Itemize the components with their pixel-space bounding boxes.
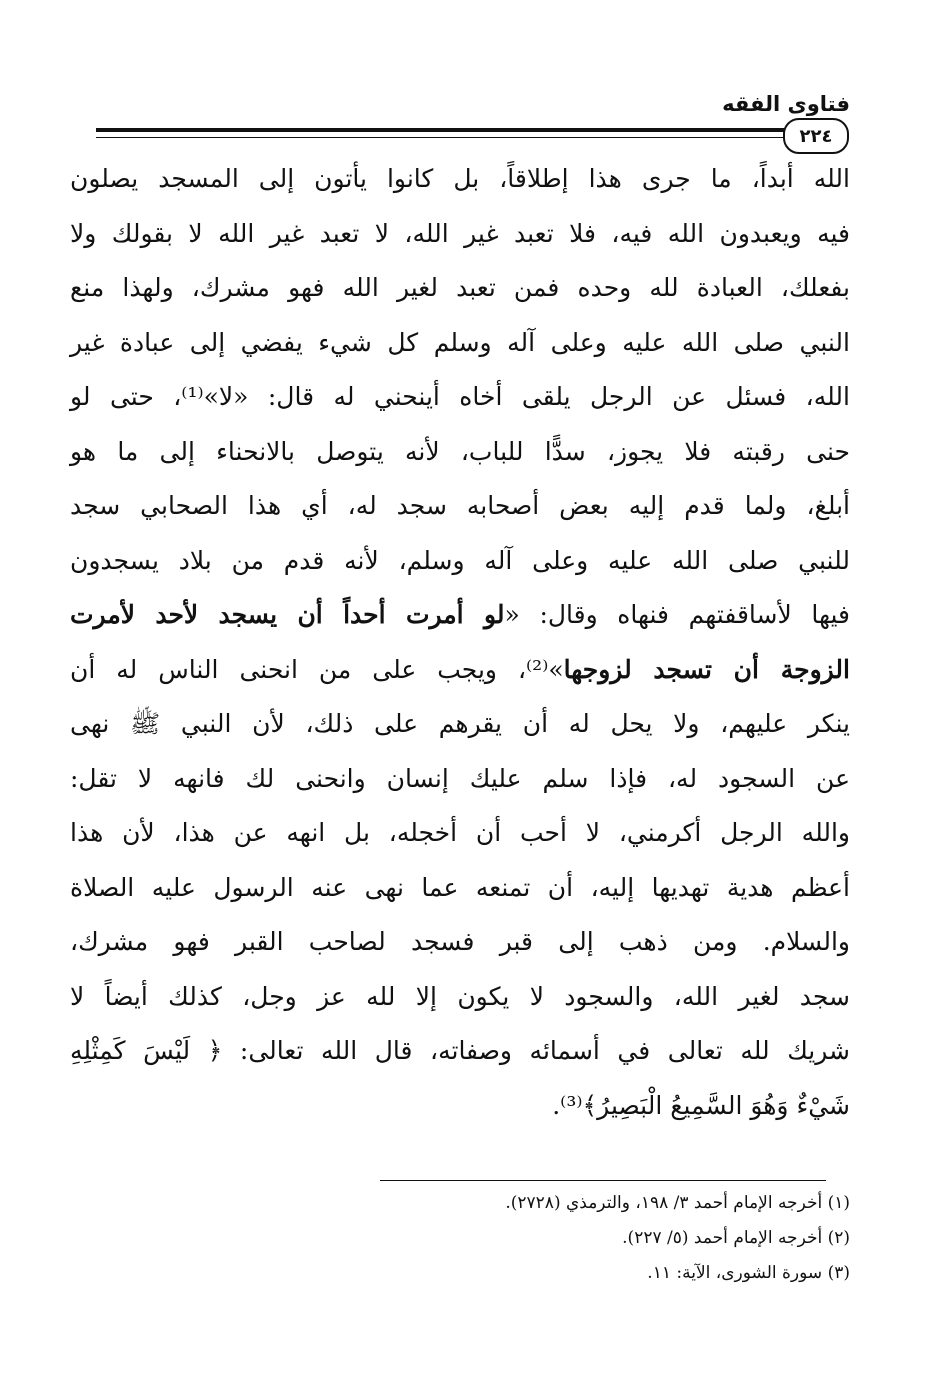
text-line: أعظم هدية تهديها إليه، أن تمنعه عما نهى عنه الرسول عليه الصلاة	[70, 872, 850, 902]
quran-verse-line: شريك لله تعالى في أسمائه وصفاته، قال الله تعالى: ﴿ لَيْسَ كَمِثْلِهِ	[70, 1036, 850, 1065]
text-line: الله، فسئل عن الرجل يلقى أخاه أينحني له قال: «لا»⁽¹⁾، حتى لو	[70, 382, 850, 411]
text-line: عن السجود له، فإذا سلم عليك إنسان وانحنى لك فانهه لا تقل:	[70, 763, 850, 793]
text-line: بفعلك، العبادة لله وحده فمن تعبد لغير الله فهو مشرك، ولهذا منع	[70, 273, 850, 302]
footnote: (٢) أخرجه الإمام أحمد (٥/ ٢٢٧).	[622, 1228, 850, 1248]
text-line: فيه ويعبدون الله فيه، فلا تعبد غير الله، لا تعبد غير الله لا بقولك ولا	[70, 218, 850, 248]
text-line: والسلام. ومن ذهب إلى قبر فسجد لصاحب القبر فهو مشرك،	[70, 927, 850, 956]
text-line	[70, 643, 850, 698]
page-number-badge: ٢٢٤	[783, 118, 849, 154]
text-line: والله الرجل أكرمني، لا أحب أن أخجله، بل انهه عن هذا، لأن هذا	[70, 818, 850, 847]
footnote-separator	[380, 1180, 826, 1181]
header-rule-thick	[96, 128, 804, 132]
running-header-title: فتاوى الفقه	[722, 92, 850, 116]
text-line	[70, 588, 850, 643]
hadith-bold-text: لو أمرت أحداً أن يسجد لأحد لأمرت	[70, 600, 505, 629]
quran-verse-line: شَيْءٌ وَهُوَ السَّمِيعُ الْبَصِيرُ﴾⁽³⁾.	[552, 1090, 850, 1120]
main-text	[70, 152, 850, 1133]
text-line: ينكر عليهم، ولا يحل له أن يقرهم على ذلك، لأن النبي ﷺ نهى	[70, 709, 850, 738]
text-line: الله أبداً، ما جرى هذا إطلاقاً، بل كانوا يأتون إلى المسجد يصلون	[70, 164, 850, 193]
footnote: (١) أخرجه الإمام أحمد ٣/ ١٩٨، والترمذي (٢٧٢٨).	[505, 1193, 850, 1213]
footnote: (٣) سورة الشورى، الآية: ١١.	[647, 1263, 850, 1283]
text-line: حنى رقبته فلا يجوز، سدًّا للباب، لأنه يتوصل بالانحناء إلى ما هو	[70, 436, 850, 466]
text-span: فيها لأساقفتهم فنهاه وقال: «	[504, 600, 850, 629]
footnotes	[250, 1186, 850, 1291]
hadith-bold-text: الزوجة أن تسجد لزوجها	[563, 654, 850, 684]
text-line: للنبي صلى الله عليه وعلى آله وسلم، لأنه قدم من بلاد يسجدون	[70, 545, 850, 575]
header-rule-thin	[96, 137, 804, 138]
text-line: النبي صلى الله عليه وعلى آله وسلم كل شيء يفضي إلى عبادة غير	[70, 327, 850, 357]
text-span: »⁽²⁾، ويجب على من انحنى الناس له أن	[70, 654, 564, 684]
text-line: سجد لغير الله، والسجود لا يكون إلا لله عز وجل، كذلك أيضاً لا	[70, 981, 850, 1011]
text-line: أبلغ، ولما قدم إليه بعض أصحابه سجد له، أي هذا الصحابي سجد	[70, 491, 850, 520]
